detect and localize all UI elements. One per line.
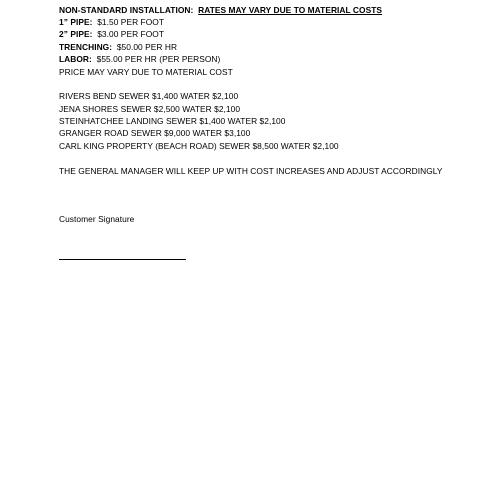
rate-value: $50.00 PER HR (116, 42, 178, 52)
signature-line (59, 259, 186, 260)
price-note: PRICE MAY VARY DUE TO MATERIAL COST (59, 67, 233, 77)
location-jena-shores: JENA SHORES SEWER $2,500 WATER $2,100 (59, 104, 241, 114)
rate-row-trenching (59, 42, 177, 52)
rate-label: 2” PIPE: (59, 29, 93, 39)
rate-label: LABOR: (59, 54, 92, 64)
manager-note: THE GENERAL MANAGER WILL KEEP UP WITH COST INCREASES AND ADJUST ACCORDINGLY (59, 166, 443, 176)
rate-value: $1.50 PER FOOT (97, 17, 165, 27)
signature-label: Customer Signature (59, 214, 135, 224)
header-title: NON-STANDARD INSTALLATION: (59, 5, 194, 15)
rate-row-labor (59, 54, 220, 64)
location-steinhatchee-landing: STEINHATCHEE LANDING SEWER $1,400 WATER $2,100 (59, 116, 286, 126)
header-note: RATES MAY VARY DUE TO MATERIAL COSTS (198, 5, 383, 15)
location-granger-road: GRANGER ROAD SEWER $9,000 WATER $3,100 (59, 128, 251, 138)
rate-label: 1” PIPE: (59, 17, 93, 27)
rate-row-1-inch-pipe (59, 17, 164, 27)
rate-value: $55.00 PER HR (PER PERSON) (96, 54, 221, 64)
location-rivers-bend: RIVERS BEND SEWER $1,400 WATER $2,100 (59, 91, 239, 101)
rate-value: $3.00 PER FOOT (97, 29, 165, 39)
rate-row-2-inch-pipe (59, 29, 164, 39)
location-carl-king-property: CARL KING PROPERTY (BEACH ROAD) SEWER $8,500 WATER $2,100 (59, 141, 339, 151)
rate-label: TRENCHING: (59, 42, 113, 52)
header-line (59, 5, 382, 15)
